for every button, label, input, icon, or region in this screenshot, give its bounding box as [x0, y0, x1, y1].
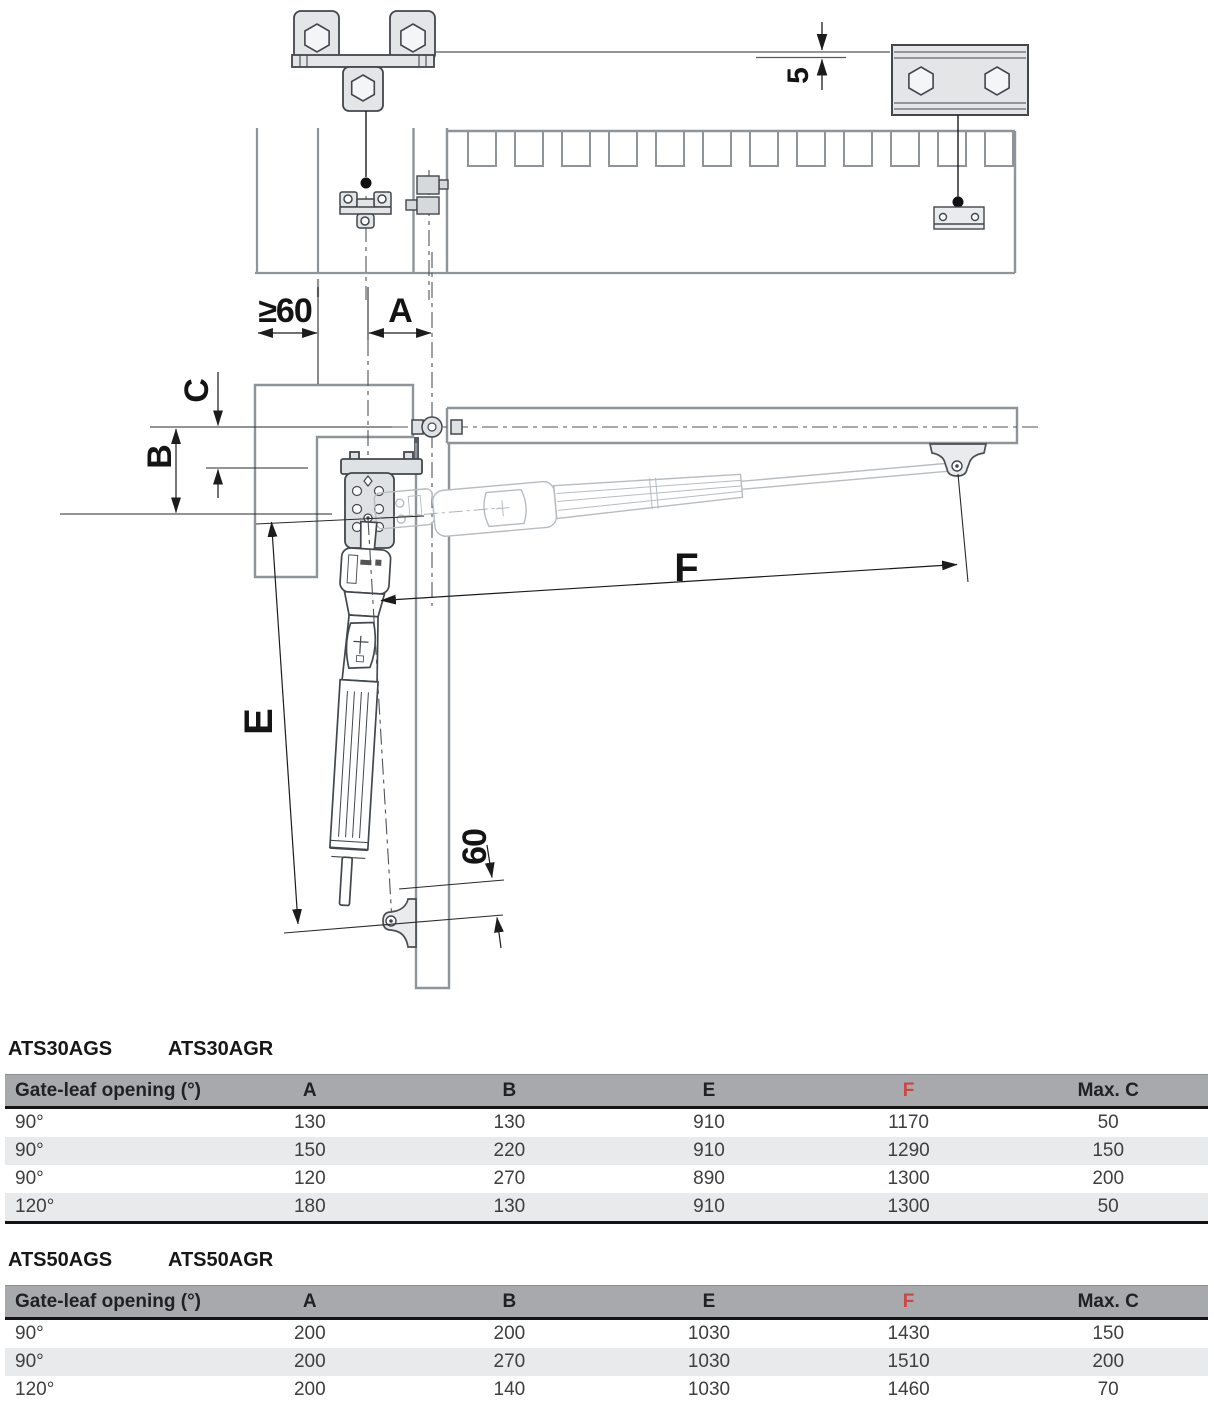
dim-label-5: 5: [782, 68, 815, 84]
col-e: E: [609, 1075, 809, 1108]
table-row: 90° 120 270 890 1300 200: [15, 1168, 1125, 1189]
front-mount-plate: [892, 45, 1028, 115]
actuator-closed-ghost: [374, 443, 952, 542]
ats30-dimensions-table: [5, 1074, 1208, 1224]
col-f: F: [809, 1286, 1009, 1319]
model-title-ats50: [8, 1249, 1214, 1272]
dim-label-60: 60: [456, 829, 494, 865]
rear-anchor-bracket: [292, 11, 435, 111]
col-a: A: [210, 1075, 410, 1108]
table-row: 90° 150 220 910 1290 150: [5, 1137, 1208, 1165]
col-max-c: Max. C: [1008, 1286, 1208, 1319]
col-b: B: [410, 1075, 610, 1108]
model-name: ATS30AGS: [8, 1038, 113, 1060]
hex-bolt-icon: [985, 67, 1009, 95]
dim-label-f: F: [674, 546, 698, 590]
front-bracket-closed: [930, 444, 986, 476]
col-gate-leaf-opening: Gate-leaf opening (°): [5, 1075, 210, 1108]
actuator-open: [320, 521, 392, 907]
model-name: ATS30AGR: [168, 1038, 274, 1060]
hex-bolt-icon: [305, 24, 329, 52]
dim-label-min60: ≥60: [258, 292, 312, 330]
leader-dot: [953, 197, 964, 208]
dim-label-c: C: [178, 379, 216, 403]
table-row: 90° 130 130 910 1170 50: [15, 1112, 1119, 1133]
model-name: ATS50AGS: [8, 1249, 113, 1271]
table-header-row: [5, 1286, 1208, 1319]
plan-view: [255, 252, 1042, 988]
dim-f: [381, 565, 957, 601]
col-f: F: [809, 1075, 1009, 1108]
leader-dot: [361, 178, 372, 189]
gate-leaf-closed: [447, 408, 1017, 443]
gate-hinge-plan: [412, 417, 462, 437]
dim-label-e: E: [237, 709, 281, 735]
col-b: B: [410, 1286, 610, 1319]
col-max-c: Max. C: [1008, 1075, 1208, 1108]
front-view: [255, 11, 1028, 300]
gate-fixing-plate: [934, 207, 984, 229]
ats50-dimensions-table: [5, 1285, 1208, 1403]
hex-bolt-icon: [401, 24, 425, 52]
table-row: 90° 200 270 1030 1510 200: [5, 1348, 1208, 1376]
dim-label-b: B: [141, 445, 179, 469]
hex-bolt-icon: [352, 75, 375, 101]
table-row: 120° 180 130 910 1300 50: [5, 1193, 1208, 1223]
gate-pickets: [468, 132, 1013, 166]
model-name: ATS50AGR: [168, 1249, 274, 1271]
table-header-row: [5, 1075, 1208, 1108]
hex-bolt-icon: [909, 67, 933, 95]
col-gate-leaf-opening: Gate-leaf opening (°): [5, 1286, 210, 1319]
model-title-ats30: [8, 1038, 1214, 1061]
col-e: E: [609, 1286, 809, 1319]
table-row: 90° 200 200 1030 1430 150: [15, 1323, 1125, 1344]
dim-label-a: A: [388, 292, 412, 330]
rear-bracket: [341, 452, 422, 548]
col-a: A: [210, 1286, 410, 1319]
table-row: 120° 200 140 1030 1460 70: [15, 1379, 1119, 1400]
